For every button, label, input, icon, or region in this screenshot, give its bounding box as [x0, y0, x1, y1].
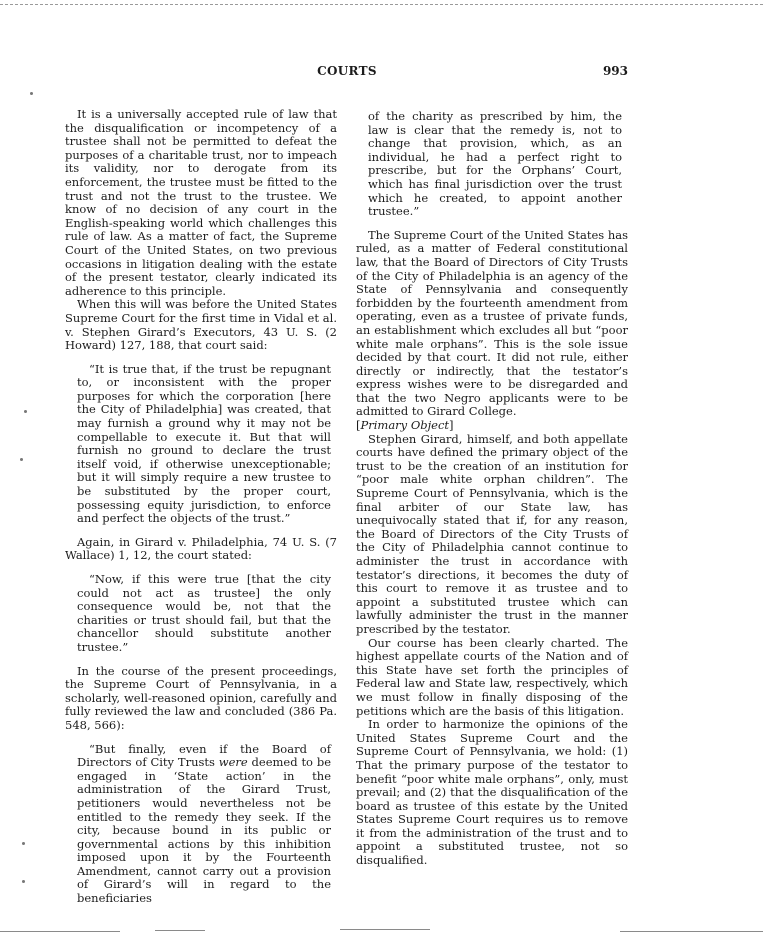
scan-edge-mark: [340, 929, 430, 930]
right-column: [356, 110, 628, 868]
quote-text-end: deemed to be engaged in ‘State action’ in the administration of the Girard Trust, petitioners would nevertheless not be entitled to the remedy they seek. If the city, because bound in its public or governmental actions by this inhibition imposed upon it by the Fourteenth Amendment, cannot carry out a provision of Girard’s will in regard to the beneficiaries: [77, 755, 331, 906]
scan-edge-mark: [155, 930, 205, 931]
left-paragraph-4: In the course of the present proceedings, the Supreme Court of Pennsylvania, in a scholarly, well-reasoned opinion, carefully and fully reviewed the law and concluded (386 Pa. 548, 566):: [65, 663, 337, 732]
margin-speck: [22, 880, 25, 883]
subheading-text: Primary Object: [360, 418, 450, 433]
page-number: 993: [602, 64, 628, 78]
quote-text-start: “But finally, even if the Board of Directors of City Trusts: [77, 741, 331, 770]
quote-pennsylvania-court: [77, 743, 331, 906]
margin-speck: [24, 410, 27, 413]
subheading-bracket-open: [: [356, 418, 361, 433]
top-dashed-rule: [0, 4, 763, 5]
section-subheading: [356, 419, 628, 433]
right-paragraph-4: In order to harmonize the opinions of the United States Supreme Court and the Supreme Court of Pennsylvania, we hold: (1) That the primary purpose of the testator to benefit “poor white male orphans”, only, must prevail; and (2) that the disqualification of the board as trustee of this estate by the United States Supreme Court requires us to remove it from the administration of the trust and to appoint a substituted trustee, not so disqualified.: [356, 717, 628, 868]
margin-speck: [30, 92, 33, 95]
margin-speck: [22, 842, 25, 845]
margin-speck: [20, 458, 23, 461]
left-paragraph-1: It is a universally accepted rule of law that the disqualification or incompetency of a trustee shall not be permitted to defeat the purposes of a charitable trust, nor to impeach its validity, nor to derogate from its enforcement, the trustee must be fitted to the trust and not the trust to the trustee. We know of no decision of any court in the English-speaking world which challenges this rule of law. As a matter of fact, the Supreme Court of the United States, on two previous occasions in litigation dealing with the estate of the present testator, clearly indicated its adherence to this principle.: [65, 107, 337, 298]
left-paragraph-2: When this will was before the United States Supreme Court for the first time in Vidal et al. v. Stephen Girard’s Executors, 43 U. S. (2 Howard) 127, 188, that court said:: [65, 297, 337, 353]
page-header: [66, 64, 628, 80]
subheading-bracket-close: ]: [449, 418, 454, 433]
left-column: [65, 108, 337, 916]
quote-continuation: of the charity as prescribed by him, the law is clear that the remedy is, not to change that provision, which, as an individual, he had a perfect right to prescribe, but for the Orphans’ Court, which has final jurisdiction over the trust which he created, to appoint another trustee.”: [368, 109, 622, 219]
running-head: COURTS: [317, 64, 377, 78]
scan-edge-mark: [620, 931, 763, 932]
right-paragraph-1: The Supreme Court of the United States has ruled, as a matter of Federal constitutional law, that the Board of Directors of City Trusts of the City of Philadelphia is an agency of the State of Pennsylvania and consequently forbidden by the fourteenth amendment from operating, even as a trustee of private funds, an establishment which excludes all but “poor white male orphans”. This is the sole issue decided by that court. It did not rule, either directly or indirectly, that the testator’s express wishes were to be disregarded and that the two Negro applicants were to be admitted to Girard College.: [356, 227, 628, 419]
right-paragraph-2: Stephen Girard, himself, and both appellate courts have defined the primary object of the trust to be the creation of an institution for “poor male white orphan children”. The Supreme Court of Pennsylvania, which is the final arbiter of our State law, has unequivocally stated that if, for any reason, the Board of Directors of the City Trusts of the City of Philadelphia cannot continue to administer the trust in accordance with testator’s directions, it becomes the duty of this court to remove it as trustee and to appoint a substituted trustee which can lawfully administer the trust in the manner prescribed by the testator.: [356, 431, 628, 636]
quote-girard-v-philadelphia: “Now, if this were true [that the city could not act as trustee] the only consequence would be, not that the charities or trust should fail, but that the chancellor should substitute another trustee.”: [77, 572, 331, 654]
right-paragraph-3: Our course has been clearly charted. The highest appellate courts of the Nation and of this State have set forth the principles of Federal law and State law, respectively, which we must follow in finally disposing of the petitions which are the basis of this litigation.: [356, 635, 628, 718]
quote-emphasis: were: [218, 755, 248, 770]
quote-vidal: “It is true that, if the trust be repugnant to, or inconsistent with the proper purposes for which the corporation [here the City of Philadelphia] was created, that may furnish a ground why it may not be compellable to execute it. But that will furnish no ground to declare the trust itself void, if otherwise unexceptionable; but it will simply require a new trustee to be substituted by the proper court, possessing equity jurisdiction, to enforce and perfect the objects of the trust.”: [77, 361, 331, 526]
left-paragraph-3: Again, in Girard v. Philadelphia, 74 U. S. (7 Wallace) 1, 12, the court stated:: [65, 534, 337, 563]
scan-edge-mark: [0, 931, 120, 932]
